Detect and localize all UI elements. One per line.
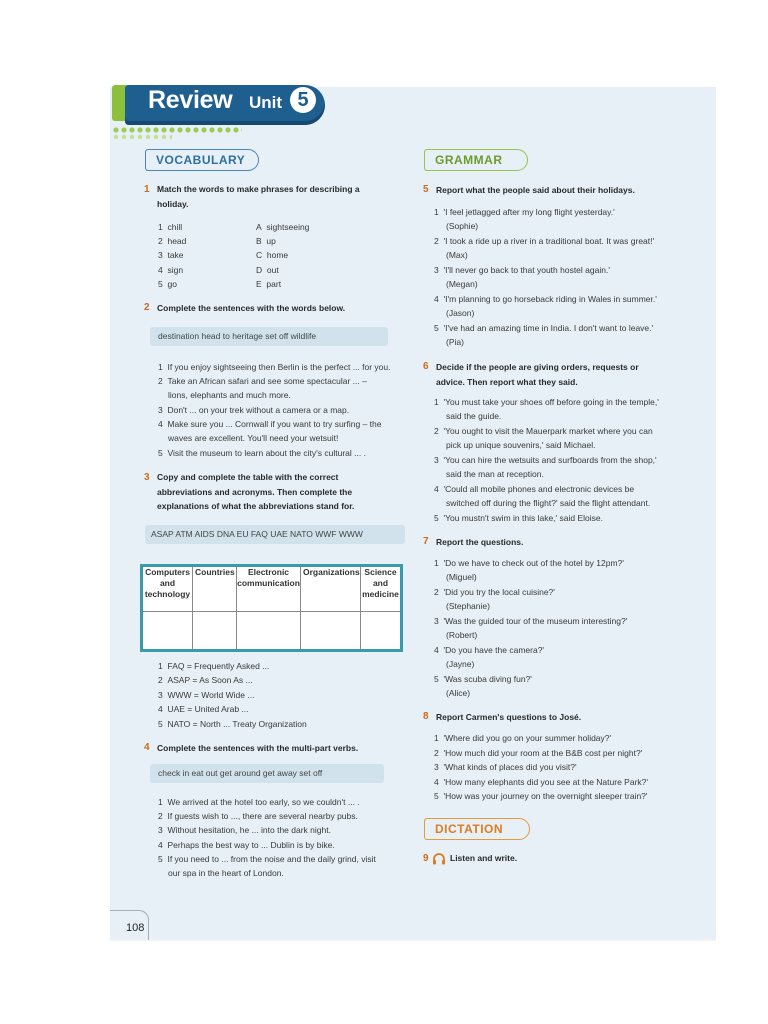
list-item: 4 'I'm planning to go horseback riding in Wales in summer.' <box>434 294 657 304</box>
list-item-cont: waves are excellent. You'll need your wetsuit! <box>168 433 339 443</box>
q6-instruction: Decide if the people are giving orders, requests or advice. Then report what they said. <box>436 362 639 387</box>
word-box: destination head to heritage set off wildlife <box>150 327 388 346</box>
list-item: 5 'You mustn't swim in this lake,' said Eloise. <box>434 513 603 523</box>
list-item: A sightseeing <box>256 222 310 232</box>
abbreviation-table <box>140 564 403 652</box>
question-number: 4 <box>144 742 150 753</box>
question-number: 7 <box>423 536 429 547</box>
list-item: 4 sign <box>158 265 184 275</box>
verb-box: check in eat out get around get away set off <box>150 764 384 783</box>
list-item: 1 If you enjoy sightseeing then Berlin is the perfect ... for you. <box>158 362 391 372</box>
table-cell <box>193 611 237 649</box>
list-item: 2 ASAP = As Soon As ... <box>158 675 253 685</box>
list-item: 1 'I feel jetlagged after my long flight yesterday.' <box>434 207 615 217</box>
list-item: 4 'Do you have the camera?' <box>434 645 545 655</box>
table-cell <box>143 611 193 649</box>
question-number: 1 <box>144 184 150 195</box>
list-item-cont: (Jason) <box>446 308 475 318</box>
list-item-cont: (Megan) <box>446 279 478 289</box>
decorative-dots <box>112 126 242 134</box>
unit-label: Unit <box>249 93 283 112</box>
table-header: Electronic communication <box>237 567 301 611</box>
list-item: 5 'How was your journey on the overnight sleeper train?' <box>434 791 648 801</box>
list-item: 3 Don't ... on your trek without a camera or a map. <box>158 405 350 415</box>
q1-instruction: Match the words to make phrases for describing a holiday. <box>157 184 360 209</box>
list-item: 2 'How much did your room at the B&B cost per night?' <box>434 748 643 758</box>
list-item-cont: (Stephanie) <box>446 601 490 611</box>
q7-instruction: Report the questions. <box>436 537 524 547</box>
table-header: Organizations <box>301 567 361 611</box>
abbreviation-box: ASAP ATM AIDS DNA EU FAQ UAE NATO WWF WWW <box>145 525 405 544</box>
list-item: 5 If you need to ... from the noise and the daily grind, visit <box>158 854 376 864</box>
list-item: 1 'You must take your shoes off before going in the temple,' <box>434 397 659 407</box>
list-item: 3 'What kinds of places did you visit?' <box>434 762 577 772</box>
decorative-dots-light <box>112 134 172 140</box>
list-item-cont: (Jayne) <box>446 659 475 669</box>
list-item: 4 'Could all mobile phones and electronic devices be <box>434 484 635 494</box>
list-item: C home <box>256 250 289 260</box>
table-cell <box>301 611 361 649</box>
q8-instruction: Report Carmen's questions to José. <box>436 712 582 722</box>
list-item-cont: lions, elephants and much more. <box>168 390 291 400</box>
table-header: Science and medicine <box>362 567 399 599</box>
list-item: 2 'Did you try the local cuisine?' <box>434 587 555 597</box>
list-item: 4 UAE = United Arab ... <box>158 704 249 714</box>
list-item-cont: said the man at reception. <box>446 469 544 479</box>
list-item-cont: pick up unique souvenirs,' said Michael. <box>446 440 596 450</box>
table-cell <box>237 611 301 649</box>
list-item-cont: switched off during the flight?' said the flight attendant. <box>446 498 651 508</box>
list-item: 3 'You can hire the wetsuits and surfboards from the shop,' <box>434 455 657 465</box>
list-item: 5 NATO = North ... Treaty Organization <box>158 719 307 729</box>
headphones-icon[interactable] <box>432 853 446 865</box>
list-item: 5 Visit the museum to learn about the city's cultural ... . <box>158 448 366 458</box>
q2-instruction: Complete the sentences with the words below. <box>157 303 346 313</box>
table-cell <box>361 611 400 649</box>
list-item: 3 WWW = World Wide ... <box>158 690 255 700</box>
list-item: 1 'Do we have to check out of the hotel by 12pm?' <box>434 558 624 568</box>
list-item: 3 Without hesitation, he ... into the dark night. <box>158 825 331 835</box>
list-item: 5 'Was scuba diving fun?' <box>434 674 532 684</box>
list-item: 1 'Where did you go on your summer holiday?' <box>434 733 612 743</box>
list-item: 4 'How many elephants did you see at the Nature Park?' <box>434 777 648 787</box>
q5-instruction: Report what the people said about their holidays. <box>436 185 635 195</box>
list-item: 2 head <box>158 236 187 246</box>
table-header: Countries <box>193 567 237 611</box>
grammar-heading: GRAMMAR <box>424 149 528 171</box>
list-item: 2 'I took a ride up a river in a traditional boat. It was great!' <box>434 236 655 246</box>
list-item: 5 go <box>158 279 177 289</box>
list-item: 2 Take an African safari and see some spectacular ... – <box>158 376 367 386</box>
list-item: 1 FAQ = Frequently Asked ... <box>158 661 270 671</box>
question-number: 8 <box>423 711 429 722</box>
list-item: 4 Perhaps the best way to ... Dublin is by bike. <box>158 840 335 850</box>
question-number: 3 <box>144 472 150 483</box>
list-item-cont: (Alice) <box>446 688 471 698</box>
list-item: 5 'I've had an amazing time in India. I don't want to leave.' <box>434 323 654 333</box>
question-number: 2 <box>144 302 150 313</box>
list-item: 2 If guests wish to ..., there are several nearby pubs. <box>158 811 358 821</box>
q9-instruction: Listen and write. <box>450 853 518 863</box>
dictation-heading: DICTATION <box>424 818 530 840</box>
q3-instruction: Copy and complete the table with the correct abbreviations and acronyms. Then complete the explanations of what the abbreviations stand for. <box>157 472 355 511</box>
page-number: 108 <box>126 922 145 934</box>
vocabulary-heading: VOCABULARY <box>145 149 259 171</box>
list-item: B up <box>256 236 276 246</box>
list-item: D out <box>256 265 279 275</box>
list-item-cont: said the guide. <box>446 411 502 421</box>
list-item-cont: our spa in the heart of London. <box>168 868 284 878</box>
question-number: 9 <box>423 853 429 864</box>
list-item-cont: (Sophie) <box>446 221 479 231</box>
list-item-cont: (Miguel) <box>446 572 477 582</box>
question-number: 5 <box>423 184 429 195</box>
review-title: Review <box>148 86 233 114</box>
page-edge <box>110 939 716 941</box>
unit-number: 5 <box>290 87 316 113</box>
list-item: 1 We arrived at the hotel too early, so we couldn't ... . <box>158 797 360 807</box>
list-item-cont: (Pia) <box>446 337 464 347</box>
q4-instruction: Complete the sentences with the multi-part verbs. <box>157 743 359 753</box>
list-item: 3 'Was the guided tour of the museum interesting?' <box>434 616 628 626</box>
list-item: E part <box>256 279 282 289</box>
question-number: 6 <box>423 361 429 372</box>
list-item-cont: (Max) <box>446 250 468 260</box>
list-item: 3 'I'll never go back to that youth hostel again.' <box>434 265 610 275</box>
list-item: 4 Make sure you ... Cornwall if you want to try surfing – the <box>158 419 382 429</box>
list-item: 1 chill <box>158 222 183 232</box>
list-item-cont: (Robert) <box>446 630 478 640</box>
list-item: 3 take <box>158 250 184 260</box>
table-header: Computers and technology <box>143 567 193 611</box>
list-item: 2 'You ought to visit the Mauerpark market where you can <box>434 426 653 436</box>
